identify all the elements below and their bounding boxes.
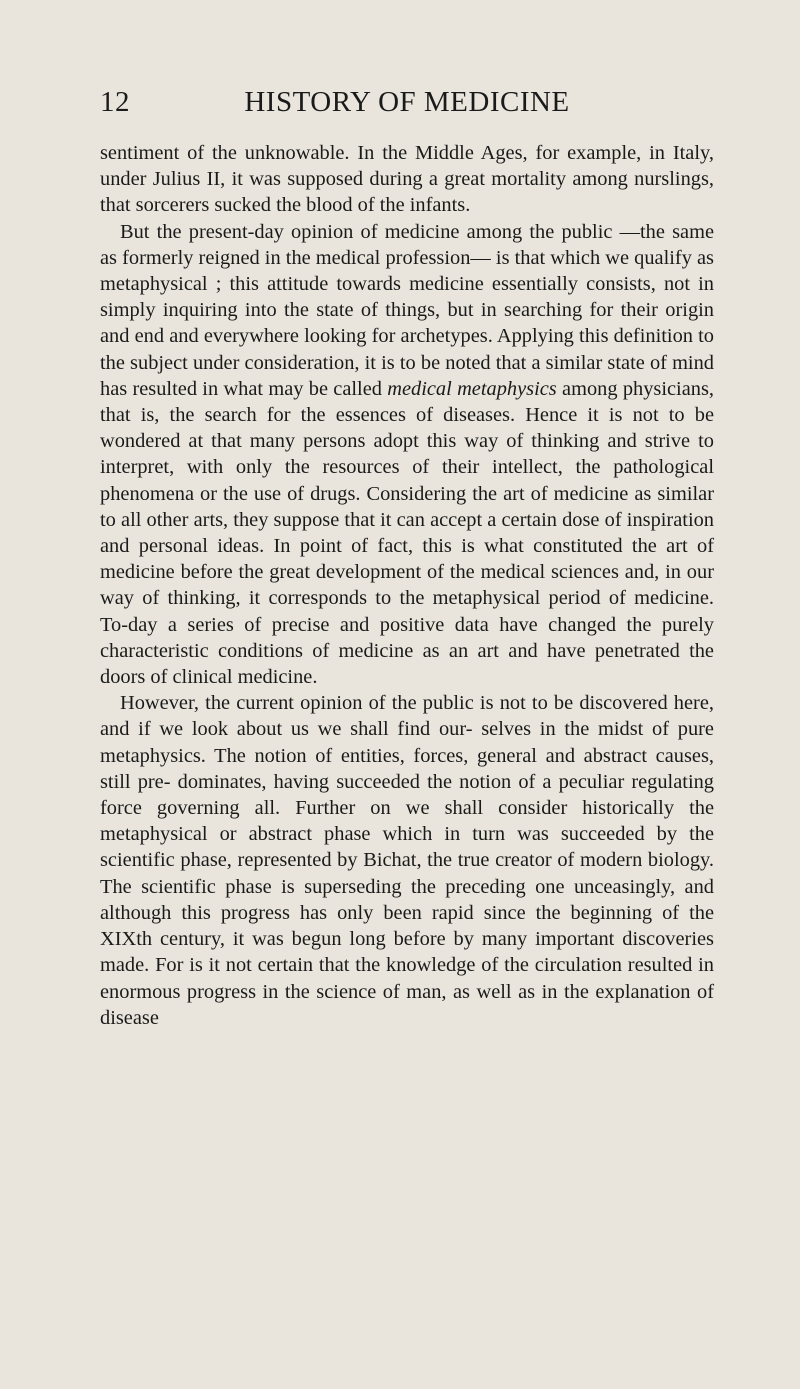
paragraph-continuation: sentiment of the unknowable. In the Middle Ages, for example, in Italy, under Julius II, it was supposed during a great mortality among nurslings, that sorcerers sucked the blood of the infants. bbox=[100, 142, 714, 217]
paragraph-text-after-italic: among physicians, that is, the search for the essences of diseases. Hence it is not to be wondered at that many persons adopt this way of thinking and strive to interpret, with only the resources of their intellect, the pathological phenomena or the use of drugs. Considering the art of medicine as similar to all other arts, they suppose that it can accept a certain dose of inspiration and personal ideas. In point of fact, this is what constituted the art of medicine before the great development of the medical sciences and, in our way of thinking, it corresponds to the metaphysical period of medicine. To-day a series of precise and positive data have changed the purely characteristic conditions of medicine as an art and have penetrated the doors of clinical medicine. bbox=[100, 377, 714, 689]
paragraph-text-before-italic: But the present-day opinion of medicine among the public —the same as formerly reigned in the medical profession— is that which we qualify as metaphysical ; this attitude towards medicine essentially consists, not in simply inquiring into the state of things, but in searching for their origin and end and everywhere looking for archetypes. Applying this definition to the subject under consideration, it is to be noted that a similar state of mind has resulted in what may be called bbox=[100, 220, 714, 400]
page-header bbox=[100, 86, 714, 126]
running-title: HISTORY OF MEDICINE bbox=[244, 86, 570, 118]
body-text bbox=[100, 140, 714, 1031]
paragraph-metaphysical-opinion bbox=[100, 219, 714, 691]
page-number: 12 bbox=[100, 86, 130, 118]
paragraph-current-opinion: However, the current opinion of the public is not to be discovered here, and if we look about us we shall find our- selves in the midst of pure metaphysics. The notion of entities, forces, general and abstract causes, still pre- dominates, having succeeded the notion of a peculiar regulating force governing all. Further on we shall consider historically the metaphysical or abstract phase which in turn was succeeded by the scientific phase, represented by Bichat, the true creator of modern biology. The scientific phase is superseding the preceding one unceasingly, and although this progress has only been rapid since the beginning of the XIXth century, it was begun long before by many important discoveries made. For is it not certain that the knowledge of the circulation resulted in enormous progress in the science of man, as well as in the explanation of disease bbox=[100, 692, 714, 1029]
italic-term-medical-metaphysics: medical metaphysics bbox=[387, 377, 557, 400]
